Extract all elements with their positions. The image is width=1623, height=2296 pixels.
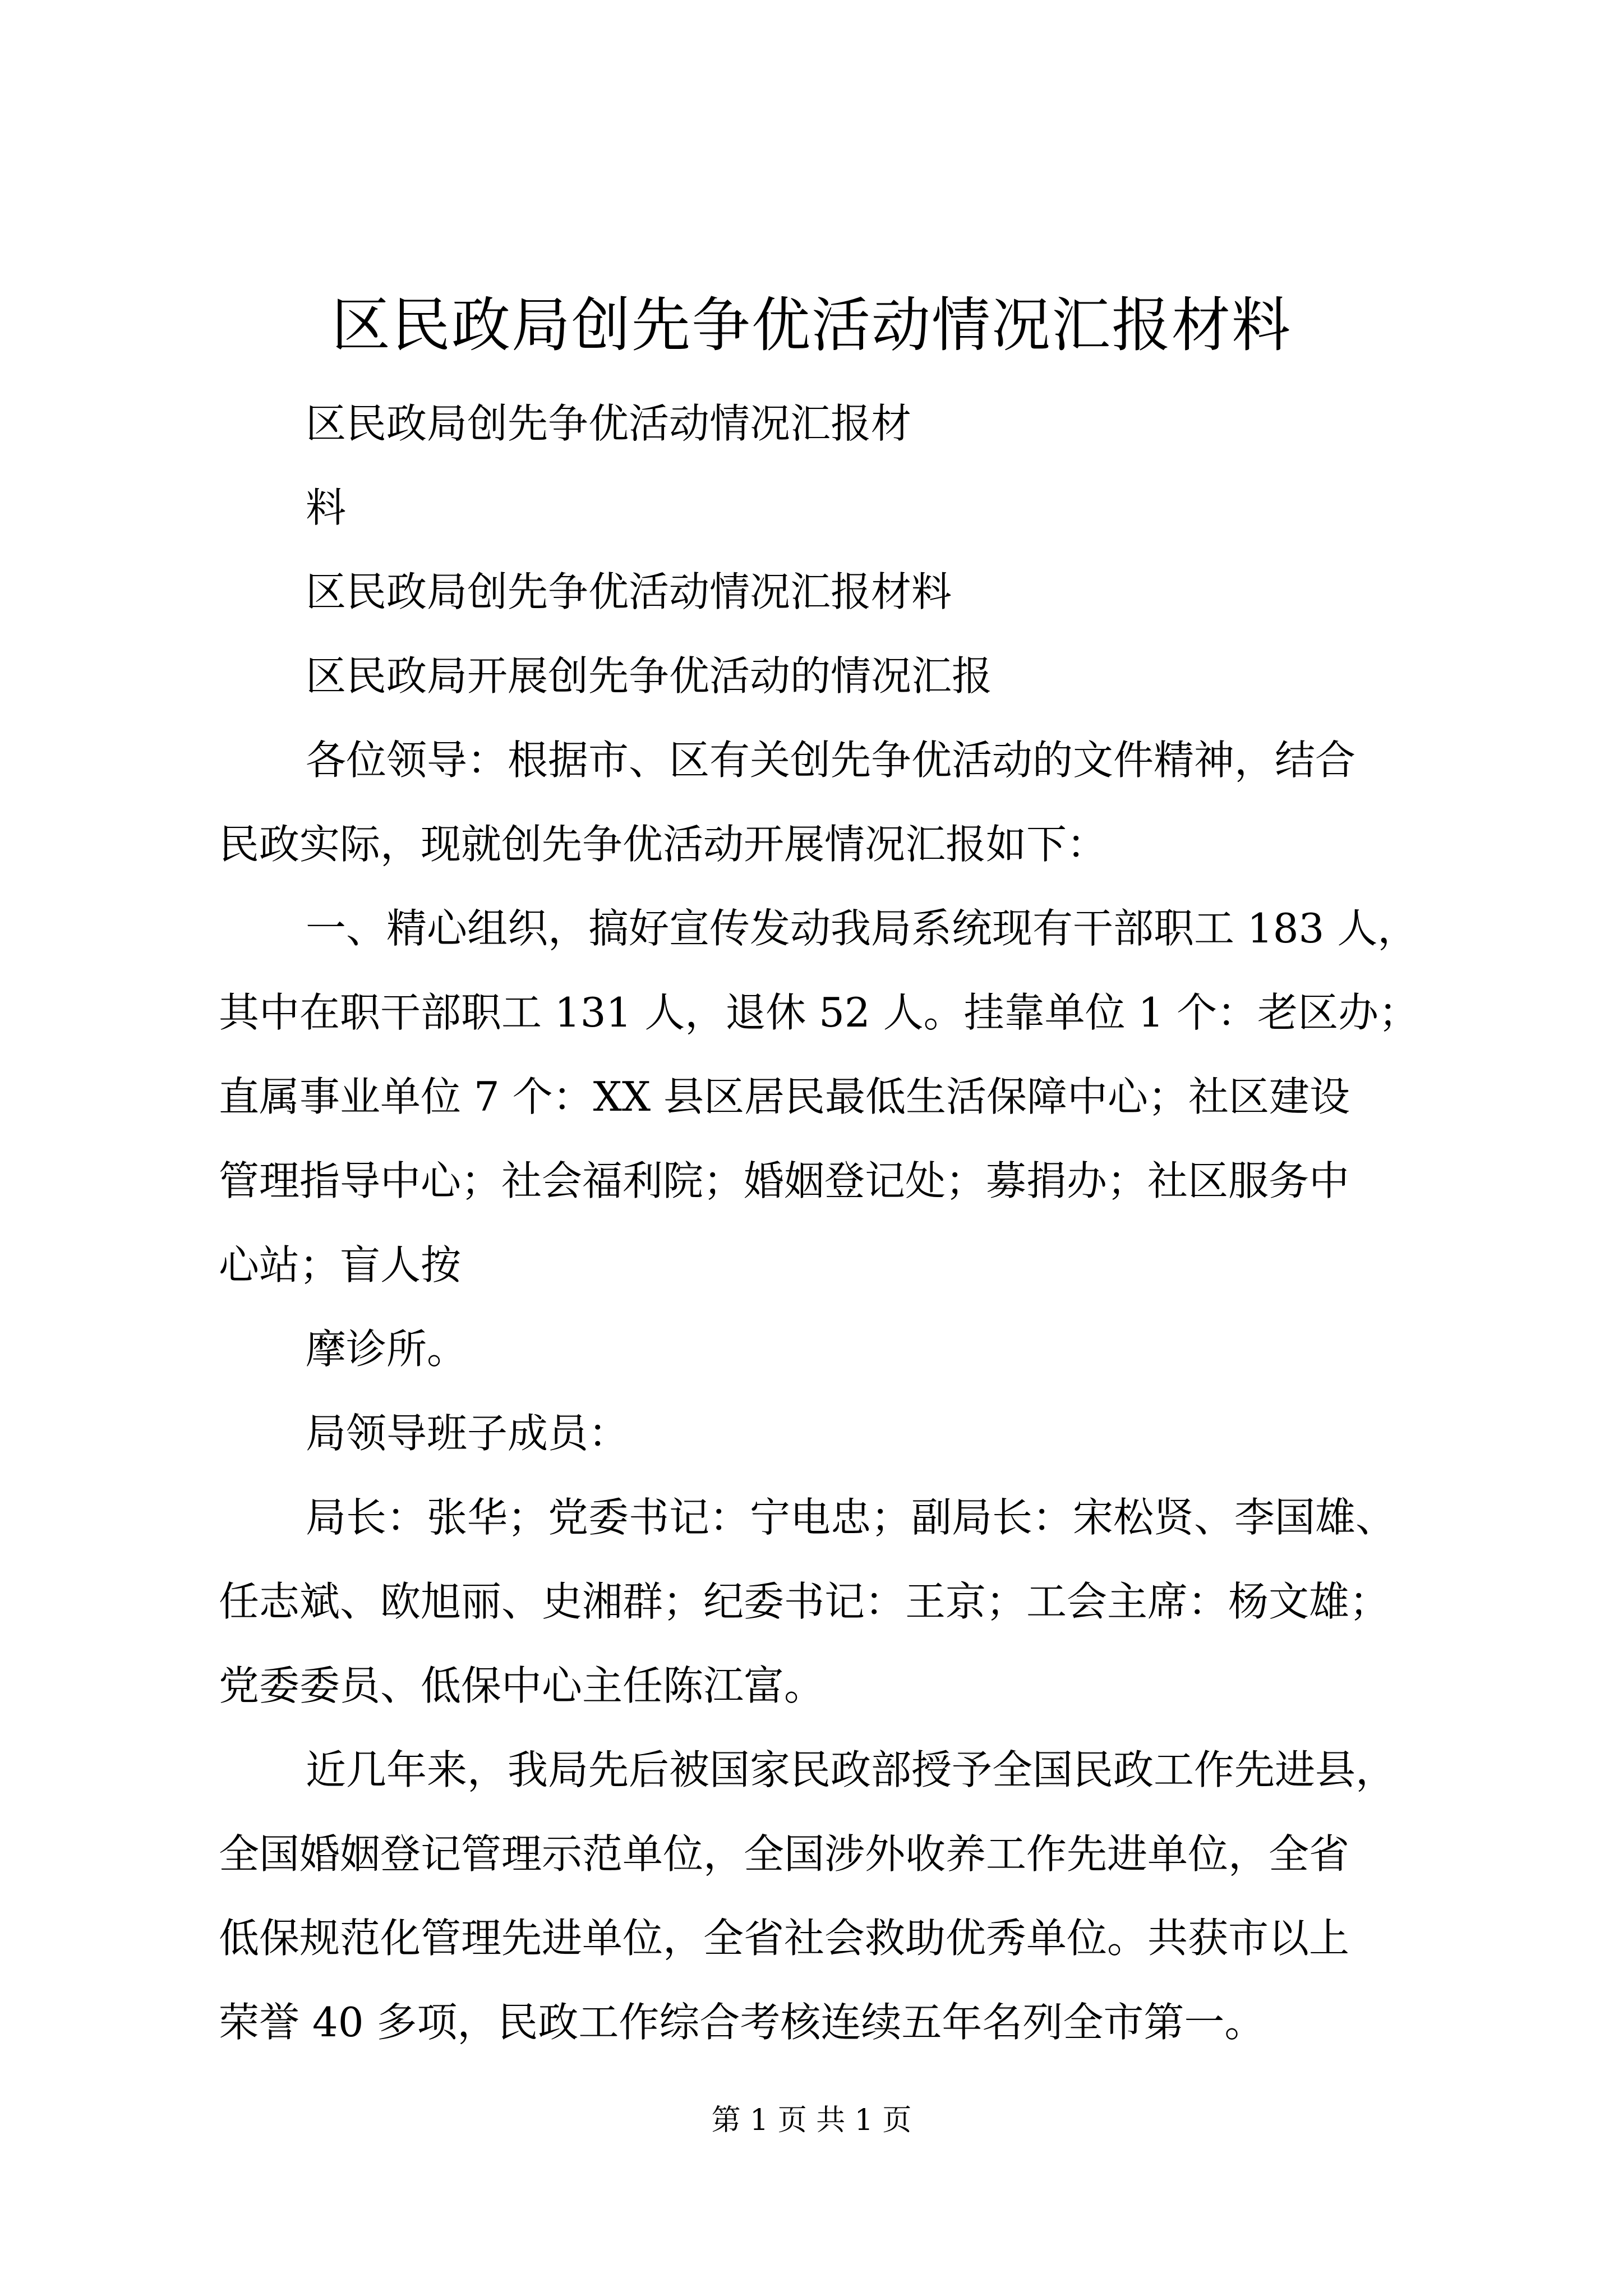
body-line: 全国婚姻登记管理示范单位，全国涉外收养工作先进单位，全省: [219, 1830, 1350, 1878]
body-line: 低保规范化管理先进单位，全省社会救助优秀单位。共获市以上: [219, 1915, 1350, 1962]
body-line: 摩诊所。: [306, 1326, 468, 1373]
body-line: 料: [306, 484, 347, 531]
body-line: 区民政局创先争优活动情况汇报材料: [306, 568, 952, 615]
body-line: 各位领导：根据市、区有关创先争优活动的文件精神，结合: [306, 737, 1356, 784]
document-body: [219, 381, 1419, 2064]
body-line: 民政实际，现就创先争优活动开展情况汇报如下：: [219, 821, 1108, 868]
page-footer: 第 1 页 共 1 页: [711, 2104, 912, 2137]
body-line: 管理指导中心；社会福利院；婚姻登记处；募捐办；社区服务中: [219, 1157, 1350, 1204]
body-line: 区民政局创先争优活动情况汇报材: [306, 400, 912, 447]
body-line: 心站；盲人按: [219, 1241, 462, 1289]
body-line: 任志斌、欧旭丽、史湘群；纪委书记：王京；工会主席：杨文雄；: [219, 1578, 1390, 1625]
body-line: 荣誉 40 多项，民政工作综合考核连续五年名列全市第一。: [219, 1999, 1265, 2046]
body-line: 局领导班子成员：: [306, 1410, 629, 1457]
body-line: 其中在职干部职工 131 人，退休 52 人。挂靠单位 1 个：老区办；: [219, 989, 1419, 1036]
body-line: 局长：张华；党委书记：宁电忠；副局长：宋松贤、李国雄、: [306, 1494, 1396, 1541]
body-line: 直属事业单位 7 个：XX 县区居民最低生活保障中心；社区建设: [219, 1073, 1350, 1120]
body-line: 区民政局开展创先争优活动的情况汇报: [306, 652, 993, 700]
body-line: 一、精心组织，搞好宣传发动我局系统现有干部职工 183 人，: [306, 905, 1418, 952]
body-line: 近几年来，我局先后被国家民政部授予全国民政工作先进县，: [306, 1746, 1396, 1793]
body-line: 党委委员、低保中心主任陈江富。: [219, 1662, 825, 1709]
document-title: 区民政局创先争优活动情况汇报材料: [331, 291, 1292, 360]
